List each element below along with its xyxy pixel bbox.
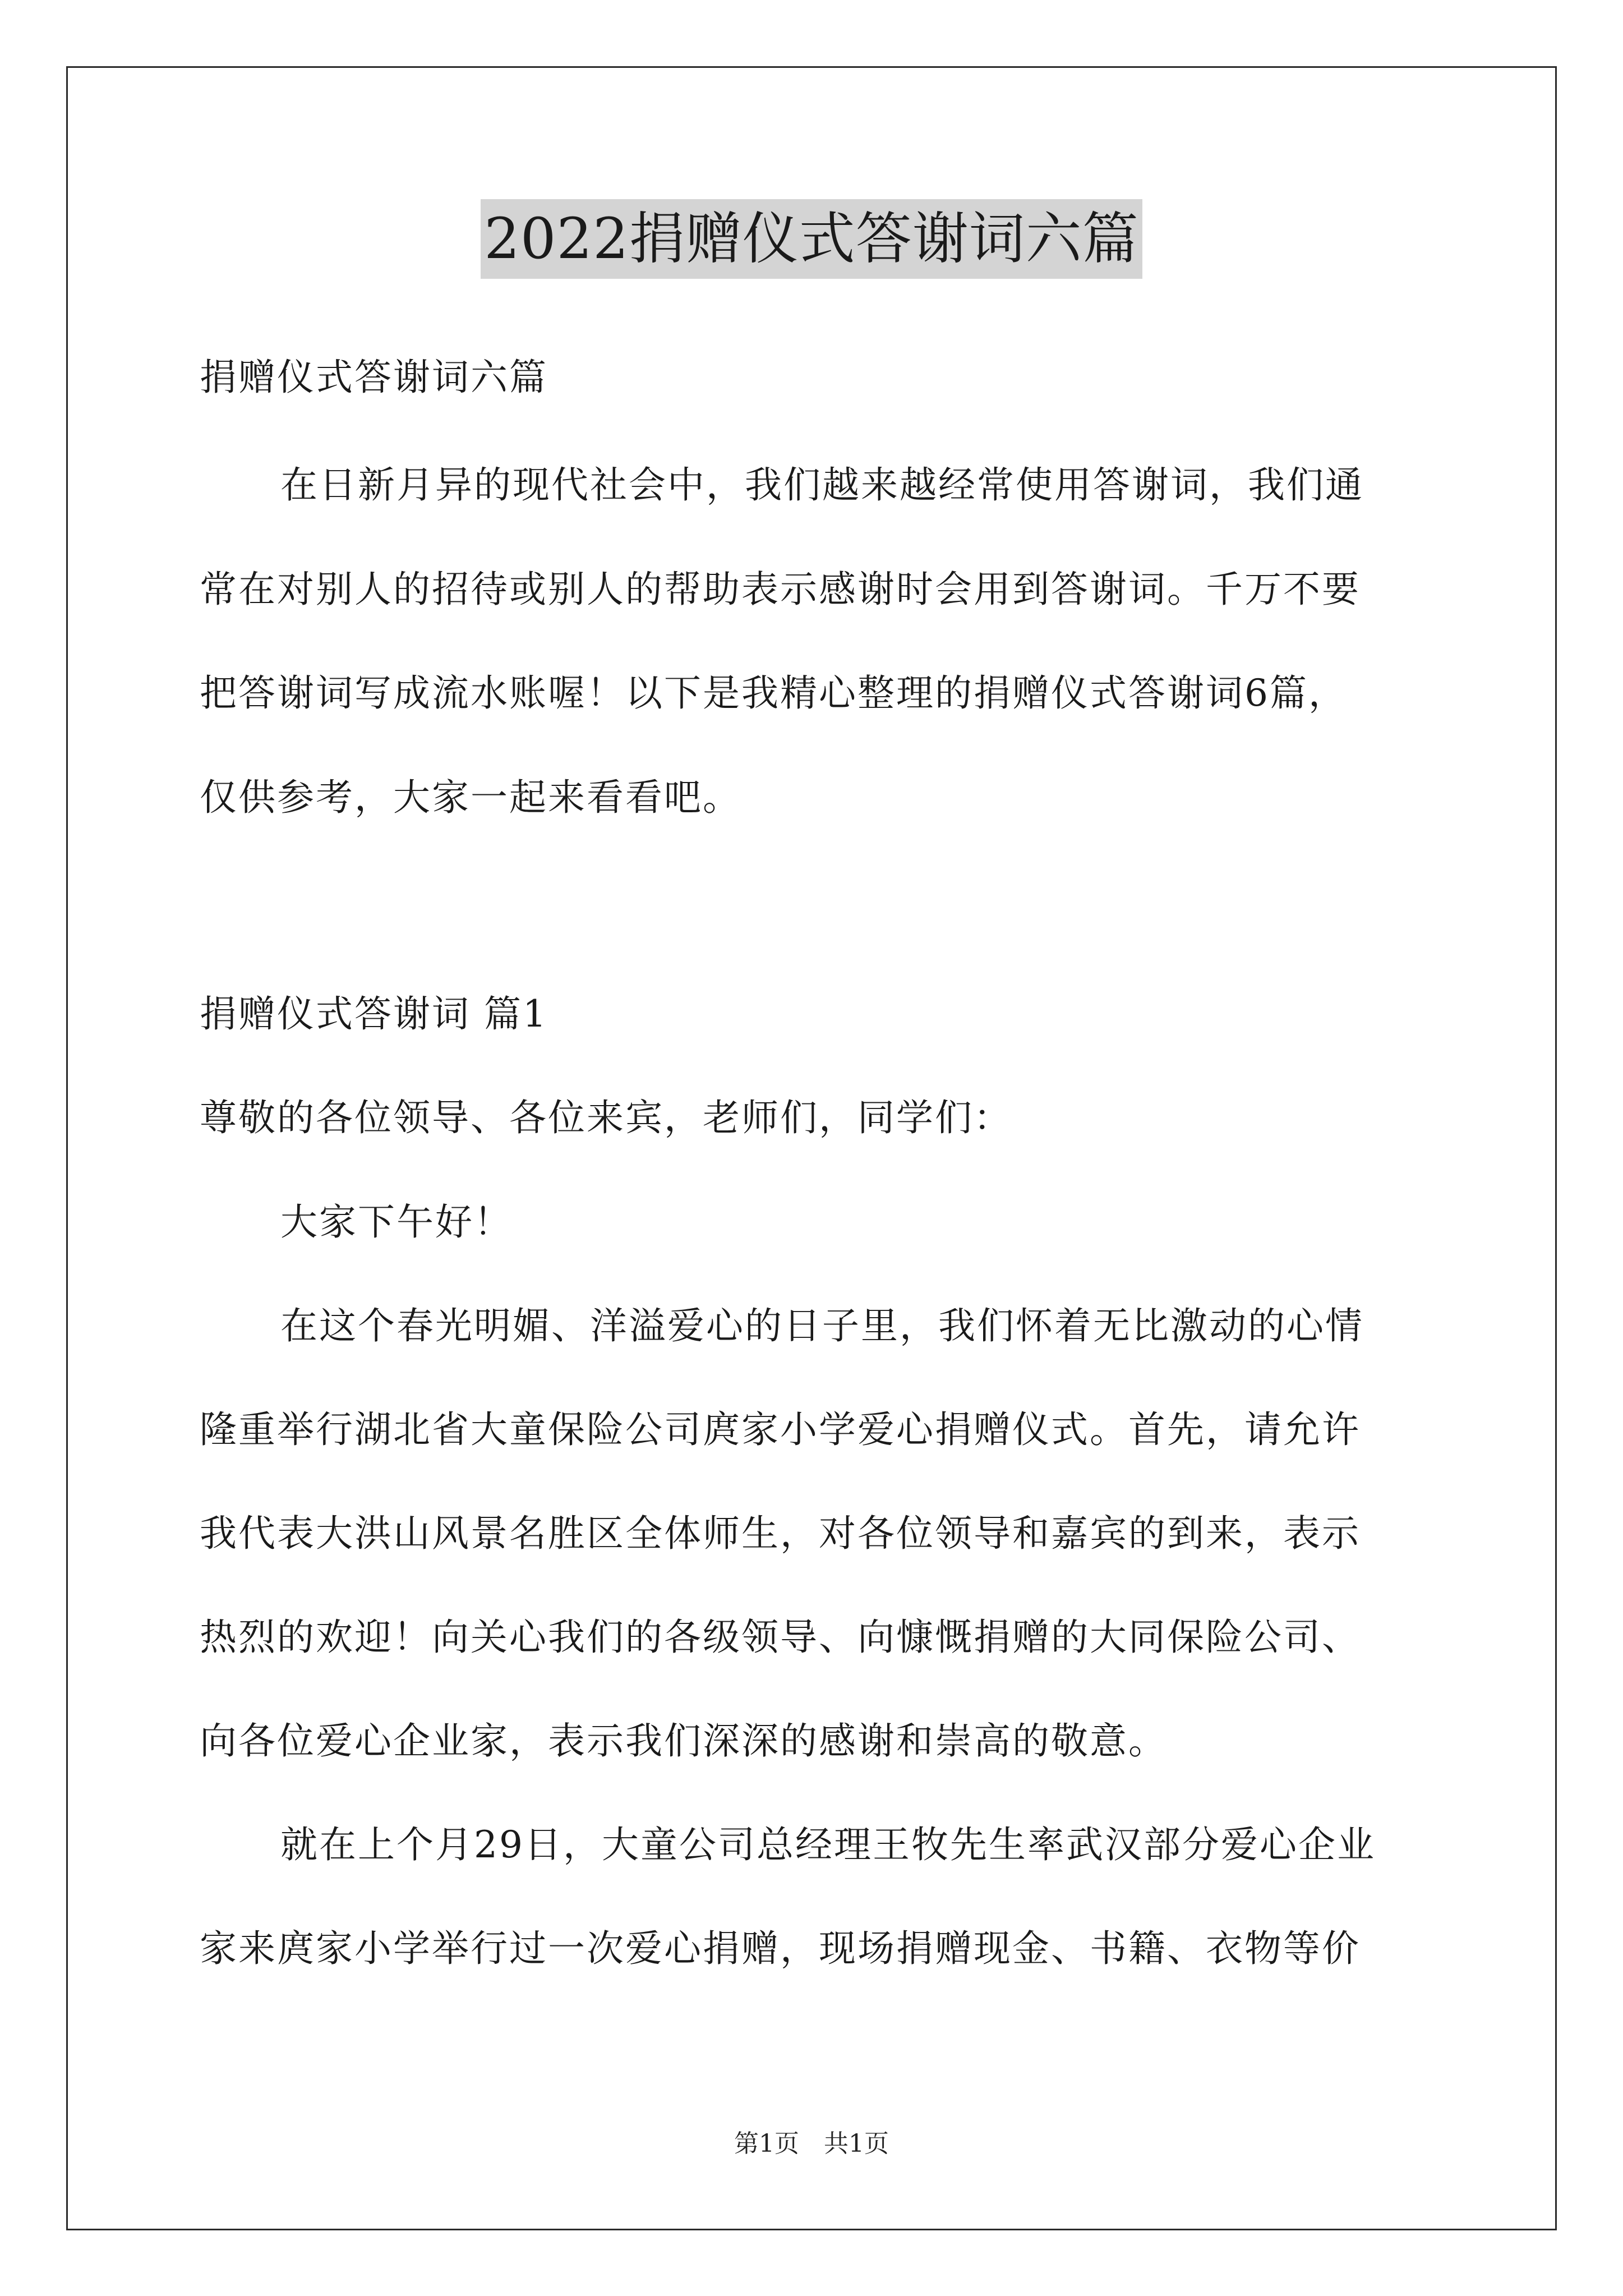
intro-line-1: 在日新月异的现代社会中，我们越来越经常使用答谢词，我们通 <box>280 463 1364 507</box>
salutation: 尊敬的各位领导、各位来宾，老师们，同学们： <box>200 1096 1012 1139</box>
paragraph1-line-4: 热烈的欢迎！向关心我们的各级领导、向慷慨捐赠的大同保险公司、 <box>200 1616 1361 1659</box>
paragraph2-line-1: 就在上个月29日，大童公司总经理王牧先生率武汉部分爱心企业 <box>280 1823 1376 1866</box>
paragraph2-line-2: 家来庹家小学举行过一次爱心捐赠，现场捐赠现金、书籍、衣物等价 <box>200 1927 1361 1970</box>
paragraph1-line-2: 隆重举行湖北省大童保险公司庹家小学爱心捐赠仪式。首先，请允许 <box>200 1408 1361 1451</box>
paragraph1-line-3: 我代表大洪山风景名胜区全体师生，对各位领导和嘉宾的到来，表示 <box>200 1512 1361 1555</box>
document-subtitle: 捐赠仪式答谢词六篇 <box>200 356 548 399</box>
intro-line-4: 仅供参考，大家一起来看看吧。 <box>200 776 741 819</box>
page-footer: 第1页 共1页 <box>734 2129 889 2158</box>
greeting: 大家下午好！ <box>280 1200 513 1244</box>
intro-line-2: 常在对别人的招待或别人的帮助表示感谢时会用到答谢词。千万不要 <box>200 568 1361 611</box>
section-heading: 捐赠仪式答谢词 篇1 <box>200 992 548 1036</box>
document-title: 2022捐赠仪式答谢词六篇 <box>481 199 1142 279</box>
intro-line-3: 把答谢词写成流水账喔！以下是我精心整理的捐赠仪式答谢词6篇， <box>200 671 1347 715</box>
paragraph1-line-5: 向各位爱心企业家，表示我们深深的感谢和崇高的敬意。 <box>200 1719 1167 1763</box>
title-wrap <box>0 199 1623 279</box>
paragraph1-line-1: 在这个春光明媚、洋溢爱心的日子里，我们怀着无比激动的心情 <box>280 1304 1364 1347</box>
